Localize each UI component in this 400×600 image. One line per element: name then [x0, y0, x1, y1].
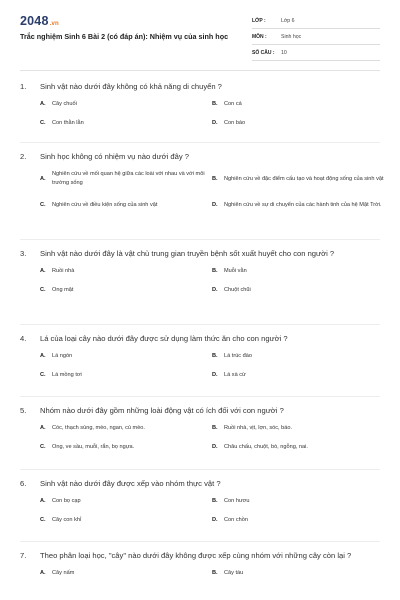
option-text: Ong mật: [52, 287, 74, 293]
option-text: Nghiên cứu về sự di chuyển của các hành tinh của hệ Mặt Trời.: [224, 201, 382, 208]
option-letter: A.: [40, 175, 46, 182]
option-a[interactable]: [40, 352, 212, 361]
meta-row-count: [252, 45, 380, 61]
question-2: [20, 151, 382, 214]
option-letter: C.: [40, 120, 46, 126]
option-text: Châu chấu, chuột, bò, ngỗng, nai.: [224, 444, 308, 450]
option-text: Cây nấm: [52, 570, 75, 576]
meta-label: LỚP :: [252, 17, 266, 24]
question-number: 3.: [20, 249, 27, 258]
question-separator: [20, 469, 380, 470]
option-text: Cây táu: [224, 570, 244, 576]
header-divider: [20, 70, 380, 71]
option-letter: B.: [212, 570, 218, 576]
option-d[interactable]: [212, 196, 384, 214]
options: [40, 170, 382, 214]
option-letter: D.: [212, 287, 218, 293]
option-b[interactable]: [212, 569, 384, 578]
options: [40, 497, 382, 525]
option-text: Chuột chũi: [224, 287, 251, 293]
question-3: [20, 248, 382, 295]
option-a[interactable]: [40, 170, 212, 188]
option-letter: D.: [212, 517, 218, 523]
question-body: Sinh vật nào dưới đây được xếp vào nhóm thực vật ?: [40, 479, 221, 488]
option-letter: B.: [212, 353, 218, 359]
option-text: Con chồn: [224, 517, 248, 523]
option-letter: D.: [212, 444, 218, 450]
option-d[interactable]: [212, 371, 384, 380]
option-letter: D.: [212, 120, 218, 126]
question-separator: [20, 142, 380, 143]
option-text: Cây con khỉ: [52, 517, 82, 523]
question-text: [20, 478, 382, 490]
option-letter: A.: [40, 570, 46, 576]
option-a[interactable]: [40, 267, 212, 276]
option-b[interactable]: [212, 424, 384, 433]
option-text: Con bọ cạp: [52, 498, 81, 504]
option-a[interactable]: [40, 569, 212, 578]
option-d[interactable]: [212, 516, 384, 525]
option-letter: B.: [212, 498, 218, 504]
option-letter: C.: [40, 444, 46, 450]
document-title: Trắc nghiệm Sinh 6 Bài 2 (có đáp án): Nhiệm vụ của sinh học: [20, 32, 229, 41]
question-body: Lá của loại cây nào dưới đây được sử dụng làm thức ăn cho con người ?: [40, 334, 288, 343]
question-5: [20, 405, 382, 452]
option-text: Lá trúc đào: [224, 353, 252, 359]
site-logo[interactable]: [20, 14, 59, 28]
option-a[interactable]: [40, 497, 212, 506]
question-number: 6.: [20, 479, 27, 488]
option-c[interactable]: [40, 516, 212, 525]
question-text: [20, 550, 382, 562]
question-number: 5.: [20, 406, 27, 415]
question-separator: [20, 541, 380, 542]
option-b[interactable]: [212, 352, 384, 361]
option-text: Lá ngón: [52, 353, 73, 359]
question-text: [20, 248, 382, 260]
option-a[interactable]: [40, 100, 212, 109]
question-text: [20, 151, 382, 163]
meta-row-class: [252, 13, 380, 29]
option-c[interactable]: [40, 286, 212, 295]
option-b[interactable]: [212, 267, 384, 276]
option-text: Con thằn lằn: [52, 120, 84, 126]
question-body: Theo phân loại học, "cây" nào dưới đây không được xếp cùng nhóm với những cây còn lại ?: [40, 551, 352, 560]
option-a[interactable]: [40, 424, 212, 433]
question-body: Sinh học không có nhiệm vụ nào dưới đây ?: [40, 152, 189, 161]
option-text: Lá xà cừ: [224, 372, 246, 378]
logo-suffix: .vn: [49, 21, 59, 27]
option-b[interactable]: [212, 497, 384, 506]
meta-label: MÔN :: [252, 33, 267, 40]
document-header: [0, 0, 400, 68]
option-text: Cóc, thạch sùng, mèo, ngan, cú mèo.: [52, 425, 145, 431]
option-letter: B.: [212, 268, 218, 274]
question-text: [20, 81, 382, 93]
question-separator: [20, 396, 380, 397]
question-6: [20, 478, 382, 525]
option-text: Con báo: [224, 120, 246, 126]
option-letter: A.: [40, 268, 46, 274]
option-letter: C.: [40, 201, 46, 208]
options: [40, 569, 382, 578]
question-number: 1.: [20, 82, 27, 91]
option-letter: C.: [40, 517, 46, 523]
option-c[interactable]: [40, 119, 212, 128]
option-b[interactable]: [212, 100, 384, 109]
option-letter: A.: [40, 425, 46, 431]
question-body: Nhóm nào dưới đây gồm những loài động vật có ích đối với con người ?: [40, 406, 284, 415]
option-text: Ong, ve sầu, muỗi, rắn, bọ ngựa.: [52, 444, 135, 450]
question-number: 7.: [20, 551, 27, 560]
question-body: Sinh vật nào dưới đây không có khả năng di chuyển ?: [40, 82, 222, 91]
options: [40, 267, 382, 295]
question-7: [20, 550, 382, 578]
option-text: Con hươu: [224, 498, 250, 504]
option-letter: C.: [40, 372, 46, 378]
option-letter: B.: [212, 101, 218, 107]
option-text: Nghiên cứu về mối quan hệ giữa các loài với nhau và với môi trường sống: [52, 171, 205, 186]
option-letter: A.: [40, 498, 46, 504]
option-d[interactable]: [212, 286, 384, 295]
meta-row-subject: [252, 29, 380, 45]
meta-label: SỐ CÂU :: [252, 49, 275, 56]
option-text: Nghiên cứu về đặc điểm cấu tạo và hoạt động sống của sinh vật: [224, 175, 384, 182]
question-4: [20, 333, 382, 380]
options: [40, 100, 382, 128]
question-body: Sinh vật nào dưới đây là vật chủ trung gian truyền bệnh sốt xuất huyết cho con người ?: [40, 249, 335, 258]
options: [40, 352, 382, 380]
option-text: Ruồi nhà, vịt, lợn, sóc, báo.: [224, 425, 293, 431]
question-number: 2.: [20, 152, 27, 161]
question-number: 4.: [20, 334, 27, 343]
option-text: Con cá: [224, 101, 242, 107]
question-separator: [20, 324, 380, 325]
option-letter: C.: [40, 287, 46, 293]
option-letter: B.: [212, 175, 218, 182]
option-c[interactable]: [40, 371, 212, 380]
option-c[interactable]: [40, 443, 212, 452]
logo-text: 2048: [20, 14, 49, 28]
meta-value: 10: [281, 49, 287, 56]
option-letter: A.: [40, 101, 46, 107]
option-d[interactable]: [212, 443, 384, 452]
option-d[interactable]: [212, 119, 384, 128]
option-text: Cây chuối: [52, 101, 77, 107]
option-b[interactable]: [212, 170, 384, 188]
question-text: [20, 405, 382, 417]
option-letter: D.: [212, 201, 218, 208]
option-letter: A.: [40, 353, 46, 359]
option-text: Muỗi vằn: [224, 268, 247, 274]
option-letter: B.: [212, 425, 218, 431]
option-text: Nghiên cứu về điều kiện sống của sinh vật: [52, 201, 158, 208]
meta-value: Sinh học: [281, 33, 302, 40]
question-1: [20, 81, 382, 128]
option-c[interactable]: [40, 196, 212, 214]
option-text: Lá mồng tơi: [52, 372, 82, 378]
options: [40, 424, 382, 452]
option-letter: D.: [212, 372, 218, 378]
meta-table: [252, 13, 380, 61]
option-text: Ruồi nhà: [52, 268, 75, 274]
question-text: [20, 333, 382, 345]
question-separator: [20, 239, 380, 240]
meta-value: Lớp 6: [281, 17, 295, 24]
